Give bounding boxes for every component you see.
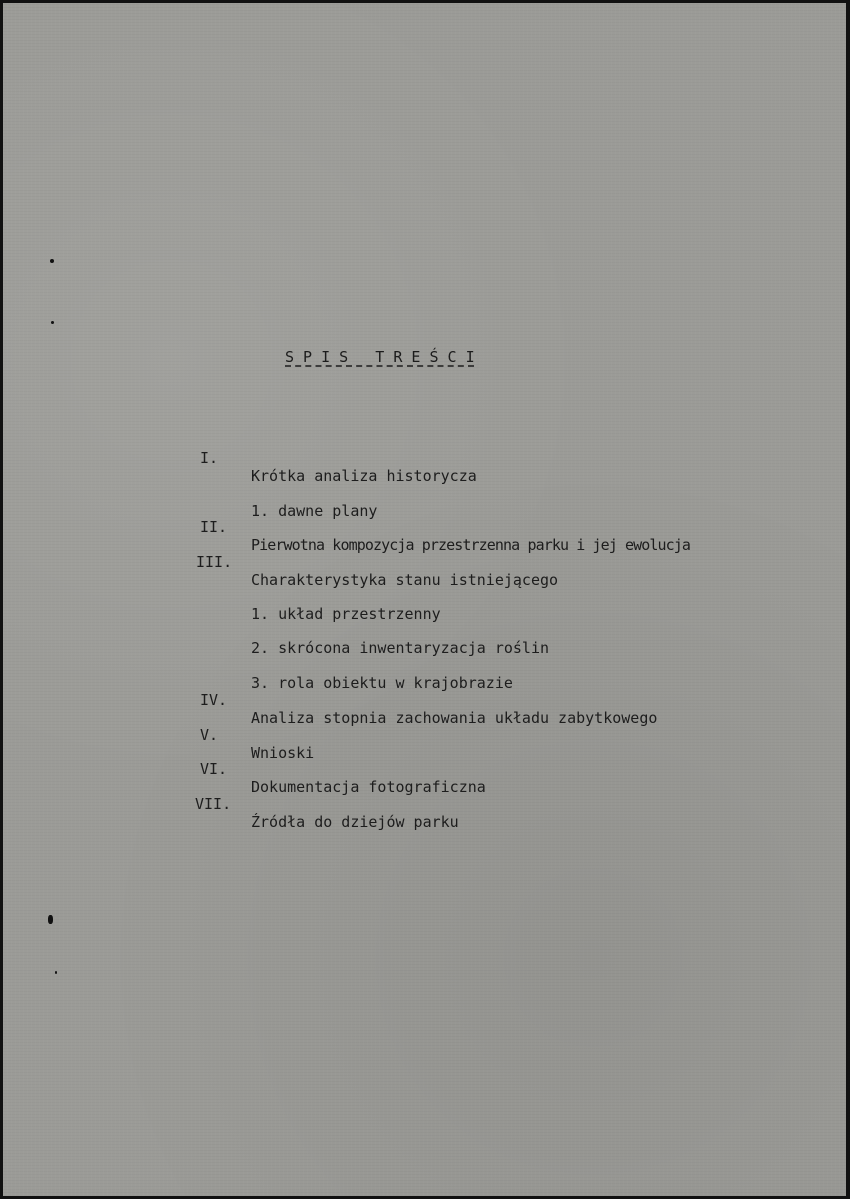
entry-title: Źródła do dziejów parku bbox=[251, 813, 459, 831]
entry-title: 1. układ przestrzenny bbox=[251, 605, 441, 623]
entry-title: Wnioski bbox=[251, 744, 315, 762]
entry-number: II. bbox=[200, 518, 228, 536]
entry-title: 2. skrócona inwentaryzacja roślin bbox=[251, 639, 550, 657]
entry-title: Analiza stopnia zachowania układu zabytkowego bbox=[251, 709, 658, 727]
entry-title: 1. dawne plany bbox=[251, 502, 378, 520]
entry-title: 3. rola obiektu w krajobrazie bbox=[251, 674, 513, 692]
entry-number: V. bbox=[200, 726, 219, 744]
entry-number: VI. bbox=[200, 760, 228, 778]
table-of-contents bbox=[3, 3, 846, 1196]
entry-title: Krótka analiza historycza bbox=[251, 467, 477, 485]
entry-title: Charakterystyka stanu istniejącego bbox=[251, 571, 559, 589]
entry-number: III. bbox=[196, 553, 233, 571]
entry-number: I. bbox=[200, 449, 219, 467]
entry-number: VII. bbox=[195, 795, 232, 813]
page-title: S P I S T R E Ś C I bbox=[285, 348, 475, 366]
entry-number: IV. bbox=[200, 691, 228, 709]
entry-title: Pierwotna kompozycja przestrzenna parku i jej ewolucja bbox=[251, 536, 691, 554]
entry-title: Dokumentacja fotograficzna bbox=[251, 778, 486, 796]
